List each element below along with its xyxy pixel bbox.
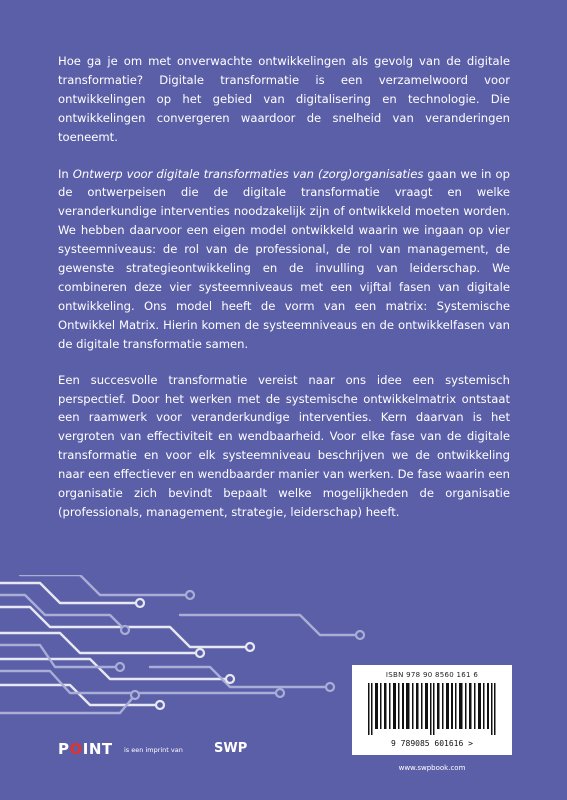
point-logo-o: O — [69, 740, 83, 758]
website-link[interactable]: www.swpbook.com — [398, 764, 466, 772]
paragraph-2-rest: gaan we in op de ontwerpeisen die de digitale transformatie vraagt en welke veranderkundige interventies noodzakelijk zijn of ontwikkeld moeten worden. We hebben daarvoor een eigen model ontwikkeld waarin we ingaan op vier systeemniveaus: de rol van de professional, de rol van management, de gewenste strategieontwikkeling en de invulling van leiderschap. We combineren deze vier systeemniveaus met een vijftal fasen van digitale ontwikkeling. Ons model heeft de vorm van een matrix: Systemische Ontwikkel Matrix. Hierin komen de systeemniveaus en de ontwikkelfasen van de digitale transformatie samen. — [58, 166, 511, 351]
book-title-italic: Ontwerp voor digitale transformaties van (zorg)organisaties — [72, 166, 424, 181]
isbn-number: ISBN 978 90 8560 161 6 — [385, 671, 479, 679]
paragraph-3: Een succesvolle transformatie vereist naar ons idee een systemisch perspectief. Door het werken met de systemische ontwikkelmatrix ontstaat een raamwerk voor veranderkundige interventies. Kern daarvan is het vergroten van effectiviteit en wendbaarheid. Voor elke fase van de digitale transformatie en voor elk systeemniveau beschrijven we de ontwikkeling naar een effectiever en wendbaarder manier van werken. De fase waarin een organisatie zich bevindt bepaalt welke mogelijkheden de organisatie (professionals, management, strategie, leiderschap) heeft. — [58, 372, 510, 519]
point-logo-rest: INT — [82, 740, 113, 758]
paragraph-2-prefix: In — [58, 166, 73, 181]
blurb-text — [58, 52, 510, 540]
point-logo-p: P — [58, 740, 70, 758]
swp-logo: SWP — [214, 741, 248, 756]
isbn-barcode — [352, 665, 512, 755]
point-logo — [58, 740, 113, 758]
circuit-lines-illustration — [0, 575, 380, 725]
barcode-digits: 9 789085 601616 > — [391, 739, 473, 748]
barcode-bars — [366, 683, 498, 735]
paragraph-1: Hoe ga je om met onverwachte ontwikkelingen als gevolg van de digitale transformatie? Digitale transformatie is een verzamelwoord voor ontwikkelingen op het gebied van digitalisering en technologie. Die ontwikkelingen convergeren waardoor de snelheid van veranderingen toeneemt. — [58, 54, 510, 144]
imprint-text: is een imprint van — [124, 746, 183, 754]
paragraph-2 — [58, 165, 510, 354]
